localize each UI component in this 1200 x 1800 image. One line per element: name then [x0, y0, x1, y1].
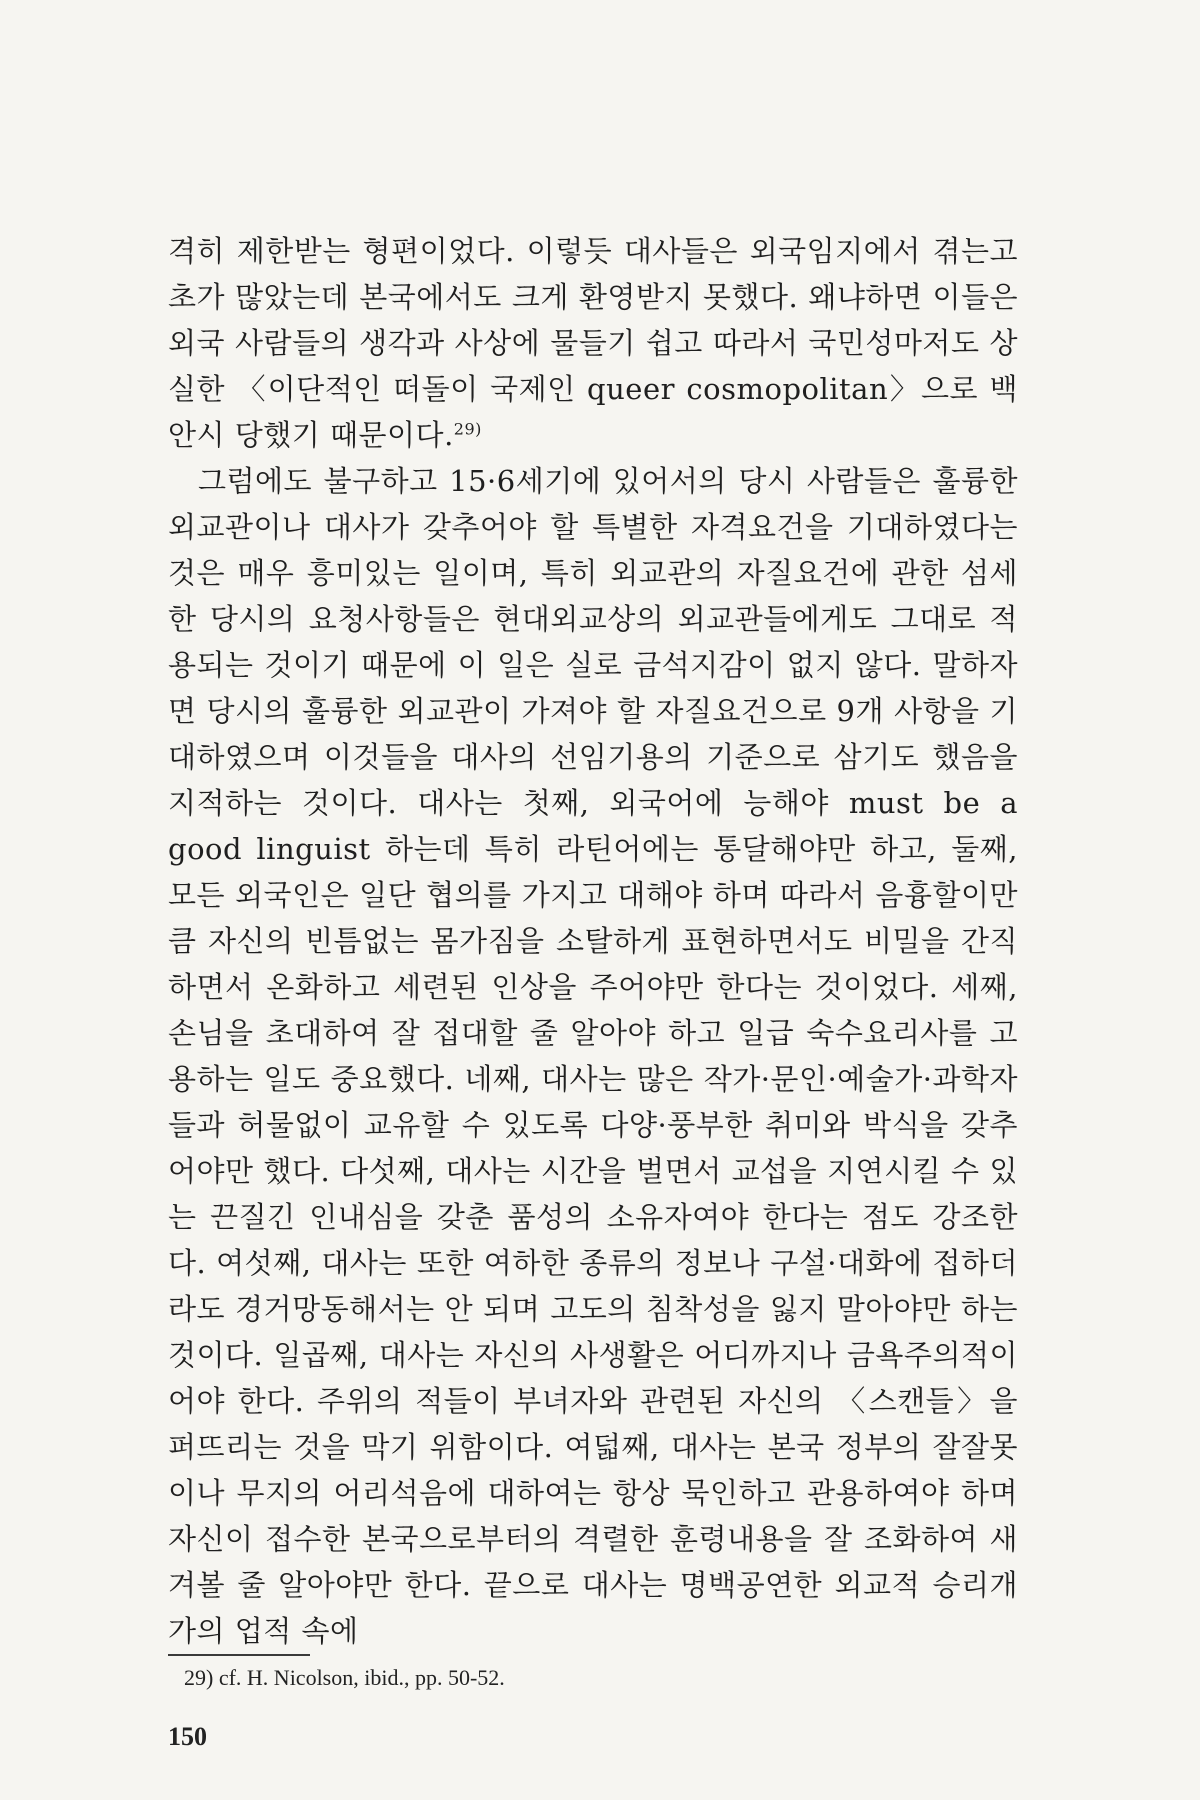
footnote-reference: 29): [453, 419, 482, 439]
footnote-divider: [168, 1654, 310, 1656]
footnote: 29) cf. H. Nicolson, ibid., pp. 50-52.: [184, 1665, 505, 1690]
paragraph-1-text: 격히 제한받는 형편이었다. 이렇듯 대사들은 외국임지에서 겪는고 초가 많았는데 본국에서도 크게 환영받지 못했다. 왜냐하면 이들은 외국 사람들의 생각과 사상에 물들기 쉽고 따라서 국민성마저도 상실한 〈이단적인 떠돌이 국제인 queer cosmopolitan〉으로 백안시 당했기 때문이다.: [168, 234, 1018, 452]
body-text: [168, 228, 1018, 1654]
paragraph-1: [168, 228, 1018, 458]
paragraph-2: 그럼에도 불구하고 15·6세기에 있어서의 당시 사람들은 훌륭한 외교관이나 대사가 갖추어야 할 특별한 자격요건을 기대하였다는 것은 매우 흥미있는 일이며, 특히 외교관의 자질요건에 관한 섬세한 당시의 요청사항들은 현대외교상의 외교관들에게도 그대로 적용되는 것이기 때문에 이 일은 실로 금석지감이 없지 않다. 말하자면 당시의 훌륭한 외교관이 가져야 할 자질요건으로 9개 사항을 기대하였으며 이것들을 대사의 선임기용의 기준으로 삼기도 했음을 지적하는 것이다. 대사는 첫째, 외국어에 능해야 must be a good linguist 하는데 특히 라틴어에는 통달해야만 하고, 둘째, 모든 외국인은 일단 협의를 가지고 대해야 하며 따라서 음흉할이만큼 자신의 빈틈없는 몸가짐을 소탈하게 표현하면서도 비밀을 간직하면서 온화하고 세련된 인상을 주어야만 한다는 것이었다. 세째, 손님을 초대하여 잘 접대할 줄 알아야 하고 일급 숙수요리사를 고용하는 일도 중요했다. 네째, 대사는 많은 작가·문인·예술가·과학자들과 허물없이 교유할 수 있도록 다양·풍부한 취미와 박식을 갖추어야만 했다. 다섯째, 대사는 시간을 벌면서 교섭을 지연시킬 수 있는 끈질긴 인내심을 갖춘 품성의 소유자여야 한다는 점도 강조한다. 여섯째, 대사는 또한 여하한 종류의 정보나 구설·대화에 접하더라도 경거망동해서는 안 되며 고도의 침착성을 잃지 말아야만 하는 것이다. 일곱째, 대사는 자신의 사생활은 어디까지나 금욕주의적이어야 한다. 주위의 적들이 부녀자와 관련된 자신의 〈스캔들〉을 퍼뜨리는 것을 막기 위함이다. 여덟째, 대사는 본국 정부의 잘잘못이나 무지의 어리석음에 대하여는 항상 묵인하고 관용하여야 하며 자신이 접수한 본국으로부터의 격렬한 훈령내용을 잘 조화하여 새겨볼 줄 알아야만 한다. 끝으로 대사는 명백공연한 외교적 승리개가의 업적 속에: [168, 464, 1018, 1648]
page-number: 150: [168, 1722, 207, 1751]
